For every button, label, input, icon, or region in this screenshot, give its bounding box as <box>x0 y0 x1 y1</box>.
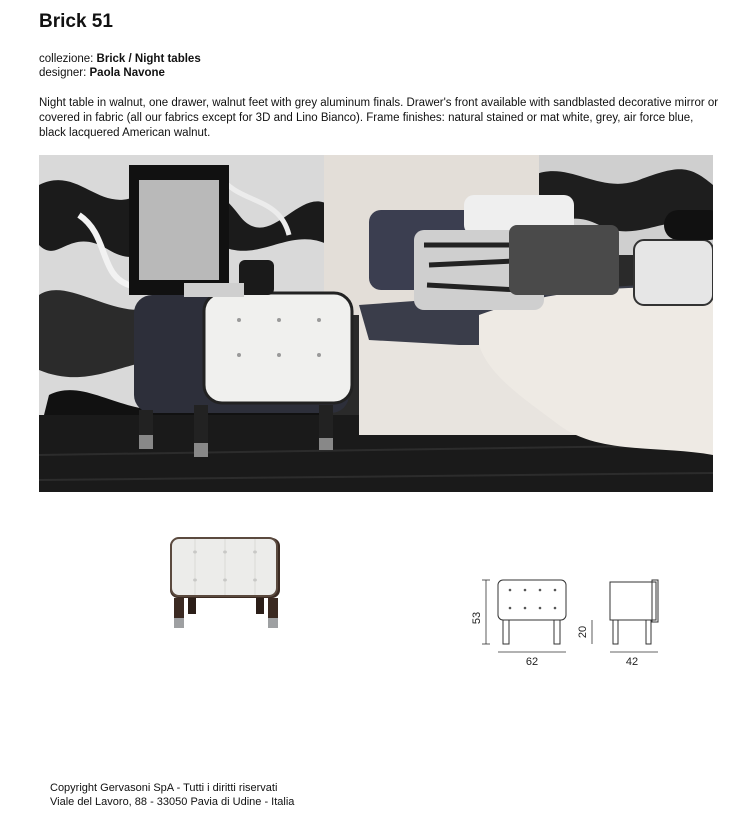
collection-label: collezione: <box>39 53 94 65</box>
collection-line <box>39 52 201 66</box>
footer-address: Viale del Lavoro, 88 - 33050 Pavia di Udine - Italia <box>50 796 295 808</box>
product-thumbnail <box>160 530 290 640</box>
designer-label: designer: <box>39 67 87 79</box>
collection-value: Brick / Night tables <box>96 53 201 65</box>
night-table-image <box>160 530 290 640</box>
technical-drawing <box>468 570 668 680</box>
product-description: Night table in walnut, one drawer, walnut feet with grey aluminum finals. Drawer's front available with sandblasted decorative mirror or covered in fabric (all our fabrics except for 3D and Lino Bianco). Frame finishes: natural stained or mat white, grey, air force blue, black lacquered American walnut. <box>39 97 719 139</box>
dimension-width: 62 <box>525 656 539 668</box>
footer-copyright: Copyright Gervasoni SpA - Tutti i diritti riservati <box>50 782 278 794</box>
hero-illustration <box>39 155 713 492</box>
dimensions-diagram <box>468 570 668 680</box>
dimension-seat: 20 <box>577 625 589 639</box>
designer-value: Paola Navone <box>89 67 165 79</box>
dimension-depth: 42 <box>625 656 639 668</box>
dimension-height: 53 <box>471 611 483 625</box>
designer-line <box>39 66 165 80</box>
hero-photo <box>39 155 713 492</box>
page-title: Brick 51 <box>39 11 113 32</box>
footer <box>50 781 294 809</box>
